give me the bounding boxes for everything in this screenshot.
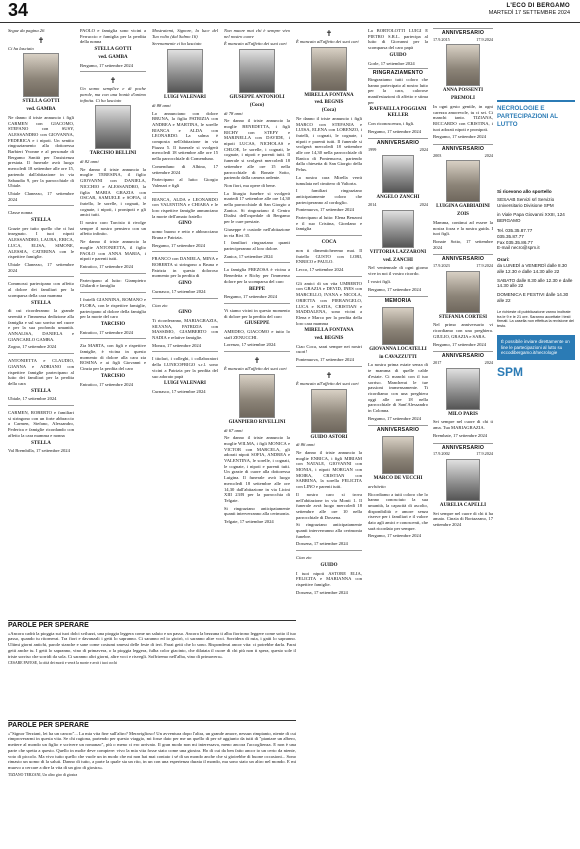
notice-text: Il nostro caro Tarcisio ti rivolge sempre il nostro pensiero con un affetto infinito. [80, 220, 146, 237]
notice-signoff: Ubiale Clanezzo, 17 settembre 2024 [8, 261, 74, 273]
notice-signoff: Gorle, 17 settembre 2024 [368, 60, 415, 66]
deceased-name: LUIGI VALENARI [164, 381, 206, 387]
anniversary-end-date: 2024 [484, 359, 493, 365]
notice-text: CARMEN, ROBERTO e familiari si stringono con un forte abbraccio a Carmen, Stefano, Alessandro, Federica e famiglie ricordando con affetto la cara mamma e nonna [8, 410, 74, 438]
notice-signoff: Bonate Sotto, 17 settembre 2024 [433, 238, 493, 250]
deceased-name-suffix: ZOIS [457, 212, 469, 218]
deceased-name: GINO [178, 310, 192, 316]
notice-text: Ringraziamo tutti coloro che hanno partecipato al nostro lutto per la cara, calorose manifestazioni di affetto e stima per [368, 76, 428, 105]
deceased-name: GINO [178, 221, 192, 227]
notice-text: Gli amici di un vita UMBERTO con GRAZIA e DEVID, INES con MARCELLO, IVANA e NICOLA, ORIETTA con PIERANGELO, LUCA e KATIA, CRISTIAN e MADDALENA, sono vicini a Elena e Marco per la perdita della loro cara mamma [296, 280, 362, 326]
deceased-name: COCA [321, 240, 337, 246]
quote-source: TIZIANO TERZANI, Un altro giro di giostra [8, 772, 78, 777]
notice-text: Classe nonna [8, 210, 33, 216]
notice-text: I familiari ringraziano quanti parteciperanno al loro dolore. [224, 240, 290, 251]
notice-text: Lo annunciano con dolore BRUNA, la figlia PATRIZIA con ANDREA e MARTINA, le sorelle BIANCA e ALDA con LEONARDO. La salma è composta nell'abitazione in via Piazza 5. Il funerale si svolgerà mercoledì 18 settembre alle ore 15 nella parrocchiale di Comenduno. [152, 110, 218, 162]
notice-signoff: Entratico, 17 settembre 2024 [80, 381, 134, 387]
quote-text: «"Signor Terziani, lei ha un cancro"... La mia vita fine sull'altro? Meraviglioso! Un avventura dopo l'altra, un grande amore, nessun rimpianto, niente di cui rimproverarmi in questa vita. Se chi ragiona, partendo per questo viaggio, mi fosse dato per me un quello di per sé aggiunto da tutti di "piantare un albero, mettere al mondo un figlio e scrivere un romanzo", più o meno ci ero arrivato. Il gran modo non mi interessava, meno ancora l'accoglienza. E non è una parte che spetta a questo. Quello in molte deve compiere: vivo la mia vita fosse stato come una giostra. Ho di cui da ben fatto ancor io un certo da niente, voto di piccolo. Ma vivo tutto quello che vuole un in modo che mi non hai mai contato i sé di un mondo anche che si gioirebbe di buone occasioni... Sono rimasto un uomo di la saluti. Danno di tutto, a parte la quale sia un rito, in un con una esperienza durata il mondo, ma sono stato un altro nel mondo. E mi muovo a cercare a dire la vita di un giro di giostra». [8, 730, 296, 770]
notice-signoff: Brembate, 17 settembre 2024 [433, 432, 488, 438]
notice-text: BIANCA, ALDA e LEONARDO con VALENTINA e CHIARA e le loro rispettive famiglie annunciano la morte dell'amato fratello [152, 196, 218, 219]
notice-text: Partecipano al lutto: Elena Benzoni e il suo Cristina, Giordano e famiglia [296, 215, 362, 232]
notice-signoff: Bergamo, 17 settembre 2024 [433, 134, 486, 140]
online-submission-box[interactable] [497, 335, 575, 360]
notice-text: AMEDEO, GIACOMO e tutto lo staff ZENUCCHI. [224, 329, 290, 340]
anniversary-start-date: 17.9.2002 [433, 451, 450, 457]
notice-text: Ne danno il triste annuncio la moglie BENEDETTA, i figli RICHY con STEFY e MARINELLA con DAVIDE, i nipoti LUCAS, NICHOLAS e CHLOE, le sorelle, i cognati, le cognate, i nipoti e parenti tutti. Il funerale si svolgerà mercoledì 18 settembre alle ore 15 nella parrocchiale di Bonate Sotto, partendo dalla camera ardente. [224, 118, 290, 181]
notice-text: Ne danno il triste annuncio la moglie ENRICA, i figli MIRIAM con NATALE, GIOVANNI con MONIA, i nipoti MORGAN con MOIRA, CRISTIAN con SABRINA, la sorella FELICITA con LINO e parenti tutti. [296, 449, 362, 490]
notice-text: non ti dimenticheremo mai. Il fratello GUSTO con LORI, ENRICO e PAULO. [296, 247, 362, 265]
notice-signoff: Bergamo, 17 settembre 2024 [224, 294, 277, 300]
notice-text: In ogni gesto gentile, in ogni carezza amorevole, tu ci sei. Ci manchi tanto. TIZIANA, RICCARDO con CRISTINA, i tuoi adorati nipoti e pronipoti. [433, 103, 493, 132]
deceased-nickname: (Coca) [321, 108, 337, 114]
portrait-photo [23, 53, 59, 97]
deceased-name: RAFFAELLA POGGIANI KELLER [369, 107, 427, 119]
notice-text: Ne danno il triste annuncio i figli MARCO con STEFANIA e LUISA, ELENA con LORENZO, i fratelli, i cognati, le cognate, i nipoti e parenti tutti. Il funerale si svolgerà mercoledì 18 settembre alle ore 14,30 nella parrocchiale di Ranica di Pontenuova, partendo dalla chiesetta di San Giorgio della Pelus. [296, 115, 362, 173]
spm-logo-text: SPM [497, 364, 524, 379]
sidebar-phone: 035.35.87.77 [497, 233, 524, 239]
cross-icon: ✝ [37, 35, 45, 45]
notice-text: Ne danno il triste annuncio la moglie WILMA, i figli MONICA e VICTOR con MARCELA, gli adorati nipoti SOFIA, ANDREA e VALENTINA, le sorelle, i cognati, le cognate, i nipoti e parenti tutti. Un grazie di cuore alla dottoressa Luigina. Il funerale avrà luogo mercoledì 18 settembre alle ore 14,30 dall'abitazione in via Licini XIII 23/B per la parrocchia di Telgate. [224, 435, 290, 503]
anniversary-start-date: 17.9.2023 [433, 263, 450, 269]
deceased-name: STELLA [31, 300, 51, 306]
notice-text: Vi siamo vicini in questo momento di dolore per la perdita del caro [224, 307, 290, 319]
cross-icon: ✝ [109, 76, 117, 86]
column-5 [296, 28, 362, 840]
sidebar-hours: DOMENICA E FESTIVI dalle 14.30 alle 22 [497, 292, 569, 303]
anniversary-end-date: 17.9.2024 [476, 36, 493, 42]
issue-date: MARTEDÌ 17 SETTEMBRE 2024 [488, 10, 570, 16]
notice-signoff: Curnasco, 17 settembre 2024 [152, 288, 206, 294]
notice-lead: È mancato all'affetto dei suoi cari [296, 380, 359, 386]
notice-lead: Serenamente ci ha lasciato [152, 41, 202, 47]
notice-text: La liturgia funebre si svolgerà martedì 17 settembre alle ore 14,30 nella parrocchiale di San Giorgio a Zanica. Si ringraziano il Centro Dialisi dell'ospedale di Bergamo per le cure prestate. [224, 190, 290, 225]
notice-signoff: Zogno, 17 settembre 2024 [8, 344, 57, 350]
notice-signoff: Pontenuova, 17 settembre 2024 [296, 357, 354, 363]
notice-signoff: Bergamo, 17 settembre 2024 [368, 286, 421, 292]
notice-text: Sei sempre nel cuore di chi ti ama. Tua MARIAGRAZIA. [433, 419, 493, 431]
deceased-name: TARCISIO [100, 321, 126, 327]
column-3 [152, 28, 218, 618]
portrait-photo [446, 459, 480, 501]
section-title: ANNIVERSARIO [376, 140, 420, 147]
deceased-profession: architetto [368, 483, 386, 489]
notice-text: Ne danno il triste annuncio la moglie ANTONIETTA, il figlio PAOLO con ANNA MARIA, i nipoti e parenti tutti. [80, 239, 146, 262]
page-header [0, 0, 580, 23]
notice-signoff: Entratico, 17 settembre 2024 [80, 263, 134, 269]
anniversary-end-date: 2024 [484, 152, 493, 158]
spm-logo [497, 364, 575, 379]
deceased-name: STELLA GOTTI [22, 99, 60, 105]
deceased-nickname: (Coco) [249, 102, 265, 108]
quote-box-pavese [8, 620, 296, 712]
portrait-photo [382, 155, 414, 193]
cross-icon: ✝ [253, 356, 261, 366]
deceased-name: MARCO DE VECCHI [373, 476, 423, 482]
anniversary-start-date: 1999 [368, 146, 377, 152]
sidebar-address: in Viale Papa Giovanni XXIII, 124 BERGAMO [497, 212, 565, 224]
notice-text: I tuoi nipoti ASTORE ELIA, FELICITA e MARIANNA con rispettive famiglie. [296, 570, 362, 587]
anniversary-start-date: 2003 [433, 152, 442, 158]
notice-text: I vostri figli. [368, 278, 392, 284]
column-6 [368, 28, 428, 840]
deceased-name: STEFANIA CORTESI [438, 314, 488, 320]
notice-text: La nostra prima estate senza di te mamma di quelle calde d'estate. Ci manchi con il tuo sorriso. Mancherai le tue passioni immensamente. Ti ricordiamo con una preghiera oggi alle ore 18 nella parrocchiale di Sant'Alessandro in Colonna. [368, 362, 428, 414]
notice-signoff: Bergamo, 17 settembre 2024 [433, 341, 486, 347]
notice-signoff: Ubiale, 17 settembre 2024 [8, 396, 57, 402]
notice-text: Zia MARTA, con figli e rispettive famiglie, è vicina in questo momento di dolore alla cara zia ROSINA e ai figli Giovanni e Cinzia per la perdita del caro [80, 343, 146, 372]
notice-signoff: Val Brembilla, 17 settembre 2024 [8, 448, 70, 454]
notice-lead: È mancato all'affetto dei suoi cari [224, 366, 287, 372]
deceased-name: STELLA [31, 218, 51, 224]
deceased-name: GUIDO [389, 52, 407, 58]
notice-text: Con riconoscenza, i figli. [368, 120, 415, 126]
deceased-name-suffix: ved. GAMBA [98, 54, 128, 60]
sidebar-phone: Tel. 035.35.87.77 [497, 227, 533, 233]
cross-icon: ✝ [325, 370, 333, 380]
deceased-age: di 82 anni [80, 159, 99, 165]
section-title: ANNIVERSARIO [441, 146, 485, 153]
anniversary-start-date: 2017 [433, 359, 442, 365]
portrait-photo [95, 105, 131, 149]
notice-text: uomo buono e retto e abbracciano Bruna e Patrizia. [152, 229, 218, 240]
deceased-name: GIANPIERO RIVELLINI [228, 419, 286, 425]
deceased-name: ANGELO ZANCHI [376, 194, 420, 200]
notice-signoff: Lecco, 17 settembre 2024 [296, 266, 344, 272]
portrait-photo [446, 160, 480, 202]
deceased-name: TARCISIO BELLINI [89, 151, 137, 157]
notice-lead: Un uomo semplice e di poche parole, ma con una bontà d'animo infinita. Ci ha lasciato [80, 86, 146, 103]
notice-text: Nel ventennale di ogni giorno vive in noi il vostro ricordo. [368, 265, 428, 277]
notice-text: ANTONIETTA e CLAUDIO, GIANNA e ADRIANO con rispettive famiglie partecipano al lutto dei familiari per la perdita della cara [8, 358, 74, 386]
deceased-name: ANNA POSSENTI [442, 88, 484, 94]
notice-signoff: Bergamo, 17 settembre 2024 [368, 415, 421, 421]
quote-box-terzani [8, 720, 296, 844]
deceased-name-suffix: ved. BEGNIS [314, 100, 344, 106]
notice-text: La famiglia FREZOSA è vicina a Benedetta e Richy per l'immenso dolore per la scomparsa del caro [224, 267, 290, 284]
section-title: MEMORIA [384, 298, 412, 305]
section-title: ANNIVERSARIO [441, 353, 485, 360]
deceased-name: GUIDO [320, 562, 338, 568]
notice-text: Sei sempre nel cuore di chi ti ha amato. Cinzia di Bortazzano, 17 settembre 2024 [433, 510, 493, 528]
portrait-photo [311, 389, 347, 433]
notice-text: Si ringraziano anticipatamente quanti interverranno alla cerimonia funebre. [296, 522, 362, 539]
notice-text: PAOLO e famiglia sono vicini a Ferruccio e famiglia per la perdita della nonna [80, 28, 146, 45]
sidebar-disclaimer: Le richieste di pubblicazione vanno inoltrate tra le 9 e le 21 ore. Saranno accettate i testi firmati. La casella non effettua la revisione del testo. [497, 309, 574, 329]
deceased-name-suffix: PREMOLI [451, 96, 475, 102]
sidebar-email[interactable]: E-mail necro@spm.it [497, 245, 540, 251]
sidebar-title: NECROLOGIE E PARTECIPAZIONI AL LUTTO [497, 100, 575, 129]
section-title: RINGRAZIAMENTO [372, 70, 424, 77]
newspaper-name: L'ECO DI BERGAMO [506, 3, 570, 9]
anniversary-end-date: 2024 [419, 146, 428, 152]
notice-text: La nostra cara Mirella verrà tumulata nel cimitero di Valtorta. [296, 174, 362, 186]
portrait-photo [446, 44, 480, 86]
notice-signoff: Zanica, 17 settembre 2024 [224, 253, 273, 259]
notice-lead: È mancato all'affetto dei suoi cari [296, 39, 359, 44]
deceased-name: MIRELLA FONTANA [304, 328, 354, 334]
continued-note: Segue da pagina 26 [8, 28, 45, 33]
section-title: ANNIVERSARIO [441, 256, 485, 263]
notice-text: Partecipano al lutto: Giampietro Ghilardi e famiglia [80, 277, 146, 289]
deceased-name: BEPPE [248, 286, 266, 292]
portrait-photo [167, 49, 203, 93]
notice-signoff: Telgate, 17 settembre 2024 [224, 519, 274, 525]
sidebar-hours: da LUNEDÌ a VENERDÌ dalle 8.30 alle 12.30 e dalle 14.30 alle 22 [497, 262, 567, 274]
anniversary-start-date: 17.9.2015 [433, 36, 450, 42]
notice-signoff: Bergamo, 17 settembre 2024 [368, 533, 421, 539]
portrait-photo [239, 49, 275, 93]
deceased-age: di 78 anni [224, 110, 243, 116]
notice-signoff: Ubiale Clanezzo, 17 settembre 2024 [8, 190, 74, 202]
cross-icon: ✝ [325, 29, 333, 38]
deceased-name: STELLA GOTTI [94, 47, 132, 53]
deceased-age: di 86 anni [296, 442, 315, 448]
quote-text: «Ancora cadrà la pioggia sui tuoi dolci sviluzzi, una pioggia leggera come un saluto e un passo. Ancora la bezzana ti alba fiorirono leggere come sotto il tuo passo, quando tu ritornerai. Tra fiori e davanzali i getti lo sapranno. Ci saranno ed io gioirò, ci saranno altre voci. Sorridera di ruta, i gatti lo sapranno. Ultimi giorni antichi, parole stanche e sane come costumi smessi delle feste di ieri. Farai getti che lo sono. Risponderai ancor vita: ci potrebbe darla. Farai getti anche tu. I getti lo sapranno, vino di primavera, o la pioggia leggera, fulba color giacinto, che dilatata il cuore di chi più non ti spera, questo sole il triste sorriso che sorridi da sola. Ci saranno altri giorni, altre voci e risvegli. Soffriremo nell'alba, vino di primavera». [8, 630, 296, 659]
notice-text: Ne danno il triste annuncio i figli CARMEN con GIACOMO, STEFANO con SUSY, ALESSANDRO con GIOVANNA, FEDERICA e i nipoti. Un sentito ringraziamento alla dottoressa Barbieri Yvonne e al personale di Bergamo Sanità per l'assistenza prestata. Il funerale avrà luogo mercoledì 18 settembre alle ore 15, partendo dall'abitazione in via Sabaudia 9, per la parrocchiale di Ubiale. [8, 114, 74, 189]
notice-text: I familiari ringraziano anticipatamente coloro che parteciperanno al cordoglio. [296, 188, 362, 205]
sidebar-info [497, 189, 575, 329]
section-title: ANNIVERSARIO [376, 427, 420, 434]
notice-text: Non fiori, ma opere di bene. [224, 182, 276, 188]
notice-text: Ricordiamo a tutti coloro che lo hanno conosciuto la sua umanità, la capacità di ascolto, disponibilità e amore senza riserve per i familiari e il valore dato agli amici e conoscenti, che sarà ricordato per sempre. [368, 491, 428, 531]
deceased-name: STELLA [31, 388, 51, 394]
deceased-name: LUIGINA GABBIADINI [436, 204, 490, 210]
notice-signoff: Curnasco, 17 settembre 2024 [152, 388, 206, 394]
quote-box-title: PAROLE PER SPERARE [8, 720, 296, 729]
notice-lead: È mancato all'affetto dei suoi cari [224, 41, 287, 47]
notice-text: Giuseppe è custode nell'abitazione in via Rivi 35. [224, 226, 290, 238]
notice-signoff: Bergamo, 17 settembre 2024 [152, 242, 205, 248]
sidebar-text: SESAAB Servizi srl Servizio Universitario Divisione SPM [497, 196, 555, 208]
deceased-name: TARCISIO [100, 373, 126, 379]
quote-source: CESARE PAVESE, la città dei morti e verrà la morte e avrà i tuoi occhi [8, 661, 117, 666]
quote-box-title: PAROLE PER SPERARE [8, 620, 296, 629]
notice-text: Grazie per tutto quello che ci hai insegnato. I tuoi nipoti ALESSANDRO, LAURA, ERICA, LUCA, ELISA, SIMONE, ALESSIA, CATERINA con le rispettive famiglie. [8, 225, 74, 260]
deceased-name: GIUSEPPE ANTONIOLI [229, 95, 285, 101]
notice-signoff: Bergamo, 17 settembre 2024 [368, 128, 421, 134]
notice-signoff: Dossena, 17 settembre 2024 [296, 589, 348, 595]
notice-lead: Ciao zio [296, 555, 312, 561]
notice-text: Si ringraziano anticipatamente quanti interverranno alla cerimonia. [224, 505, 290, 517]
notice-text: Mamma, continui ad essere la nostra forza e la nostra guida. I tuoi figli. [433, 219, 493, 237]
deceased-name-suffix: ved. GAMBA [26, 107, 56, 113]
notice-text: Partecipano al lutto: Giorgio Valenari e figli [152, 177, 218, 188]
column-2 [80, 28, 146, 618]
notice-text: Commossi partecipano con affetto al dolore dei familiari per la scomparsa della cara mamma [8, 281, 74, 298]
deceased-name: AURELIA CAPELLI [439, 502, 487, 508]
anniversary-end-date: 17.9.2024 [476, 451, 493, 457]
deceased-name-suffix: ved. ZANCHI [382, 257, 413, 263]
portrait-photo [311, 47, 347, 91]
deceased-name: GIUSEPPE [244, 321, 270, 327]
portrait-photo [382, 210, 414, 248]
notice-text: La BORTOLOTTI LUIGI E PIETRO S.R.L. partecipa al lutto di Giovanni per la scomparsa del caro papà [368, 28, 428, 51]
notice-text: di cui ricorderanno la grande serenità e l'immensa dedizione alla famiglia e sul suo sorriso nel cuore e per la sua profonda umanità. ANNALISA, DANIELA e GIANCARLO GAMBA. [8, 308, 74, 342]
notice-text: Ne danno il triste annuncio la moglie TERESINA, il figlio GIOVANNI con DANIELA, NICCHIO e ALESSANDRO, la figlia MARIA GRAZIA con OSCAR, SAMUELE e SOFIA, il fratello, le sorelle, i cognati, le cognate, i nipoti, i pronipoti e gli amici tutti. [80, 166, 146, 218]
notice-signoff: Monza, 17 settembre 2024 [152, 342, 201, 348]
section-title: ANNIVERSARIO [441, 30, 485, 36]
deceased-name: GINO [178, 281, 192, 287]
necrology-info-sidebar [497, 100, 575, 840]
column-4 [224, 28, 290, 840]
deceased-name-suffix: ved. BEGNIS [314, 336, 344, 342]
deceased-age: di 88 anni [152, 102, 171, 108]
notice-quote: Mostratemi, Signore, la luce del Tuo volto (dal Salmo 16) [152, 28, 218, 39]
portrait-photo [382, 436, 414, 474]
deceased-name: GUIDO ASTORI [310, 434, 348, 440]
page-number: 34 [8, 0, 29, 20]
portrait-photo [382, 307, 414, 345]
online-submission-text: È possibile inviare direttamente on line le partecipazioni al lutto su eccodibergamo.it/necrologie [501, 338, 570, 356]
notice-signoff: Comenduno di Albino, 17 settembre 2024 [152, 163, 218, 175]
notice-text: Ciao Coca, sarai sempre nei nostri cuori! [296, 343, 362, 355]
section-title: ANNIVERSARIO [441, 444, 485, 451]
masthead [489, 3, 570, 17]
portrait-photo [446, 368, 480, 410]
notice-text: Nel primo anniversario vi ricordiamo con una preghiera. GIULIO, GRAZIA e SARA. [433, 322, 493, 339]
sidebar-text: Si ricevono allo sportello [497, 189, 552, 194]
deceased-name: STELLA [31, 440, 51, 446]
notice-text: I titolari, i colleghi, i collaboratori della LUNICOFRIGO s.r.l. sono vicini a Patrizia per la perdita del suo adorato papà [152, 356, 218, 379]
notice-text: Il nostro caro si trova nell'abitazione in via Monti 1. Il funerale avrà luogo mercoledì 18 settembre alle ore 10 nella parrocchiale di Dossena. [296, 491, 362, 520]
sidebar-hours: SABATO dalle 8.30 alle 12.30 e dalle 14.30 alle 22 [497, 277, 573, 289]
anniversary-end-date: 17.9.2024 [476, 263, 493, 269]
anniversary-start-date: 2014 [368, 202, 377, 208]
portrait-photo [446, 271, 480, 313]
notice-text: FRANCO con DANIELA, MINA e ROBERTA si stringono a Bruna e Patrizia in questo doloroso momento per la perdita di [152, 256, 218, 279]
notice-lead: Ciao zio [152, 302, 168, 308]
deceased-name: MIRELLA FONTANA [304, 92, 354, 98]
notice-text: I fratelli GIANNINA, ROMANO e FLORA, con le rispettive famiglie, partecipano al dolore della famiglia per la morte del caro [80, 297, 146, 320]
sidebar-fax: Fax 035.35.86.77 [497, 239, 533, 245]
portrait-photo [239, 374, 275, 418]
notice-signoff: Bergamo, 17 settembre 2024 [80, 62, 133, 68]
notice-signoff: Dossena, 17 settembre 2024 [296, 541, 348, 547]
deceased-name: GIOVANNA LOCATELLI [369, 346, 427, 352]
column-7 [433, 28, 493, 840]
deceased-name: MILO PARIS [448, 411, 478, 417]
notice-text: Ti ricorderanno, MARIAGRAZIA, SILVANA, PATRIZIA con MASSIMO, GIAMBERTO con NADIA e relative famiglie. [152, 317, 218, 341]
notice-signoff: Lorenzo, 17 settembre 2024 [224, 342, 276, 348]
anniversary-end-date: 2024 [419, 202, 428, 208]
column-1 [8, 28, 74, 618]
deceased-name: LUIGI VALENARI [164, 95, 206, 101]
deceased-name: VITTORIA LAZZARONI [369, 250, 427, 256]
notice-quote: Non muore mai chi è sempre vivo nel nostro cuore [224, 28, 290, 39]
notice-signoff: Entratico, 17 settembre 2024 [80, 329, 134, 335]
sidebar-hours-title: Orari: [497, 257, 510, 263]
notice-signoff: Pontenuova, 17 settembre 2024 [296, 207, 354, 213]
notice-lead: Ci ha lasciato [8, 45, 34, 51]
deceased-age: di 67 anni [224, 427, 243, 433]
deceased-name-suffix: in CAVAZZUTTI [379, 354, 417, 360]
